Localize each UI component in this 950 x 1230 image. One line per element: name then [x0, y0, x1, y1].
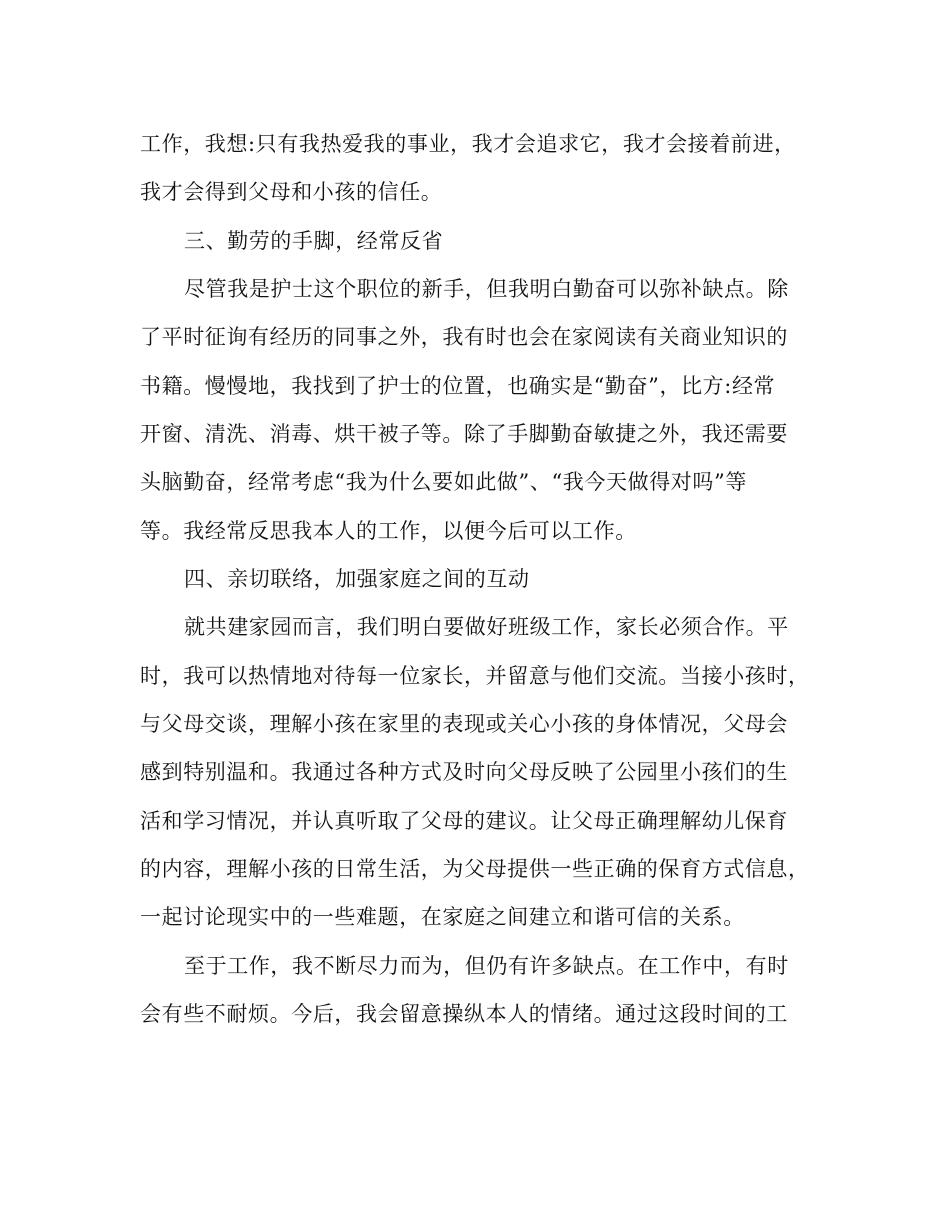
body-text-line: 一起讨论现实中的一些难题，在家庭之间建立和谐可信的关系。 [140, 905, 745, 929]
body-text-line: 就共建家园而言，我们明白要做好班级工作，家长必须合作。平 [184, 615, 789, 639]
body-text-line: 感到特别温和。我通过各种方式及时向父母反映了公园里小孩们的生 [140, 760, 788, 784]
body-text-line: 尽管我是护士这个职位的新手，但我明白勤奋可以弥补缺点。除 [184, 277, 789, 301]
body-text-line: 的内容，理解小孩的日常生活，为父母提供一些正确的保育方式信息， [140, 857, 810, 881]
body-text-line: 了平时征询有经历的同事之外，我有时也会在家阅读有关商业知识的 [140, 325, 788, 349]
section-heading: 三、勤劳的手脚，经常反省 [184, 229, 444, 253]
body-text-line: 书籍。慢慢地，我找到了护士的位置，也确实是“勤奋”，比方:经常 [140, 374, 776, 398]
body-text-line: 等。我经常反思我本人的工作，以便今后可以工作。 [140, 519, 637, 543]
body-text-line: 我才会得到父母和小孩的信任。 [140, 180, 443, 204]
body-text-line: 时，我可以热情地对待每一位家长，并留意与他们交流。当接小孩时， [140, 664, 810, 688]
section-heading: 四、亲切联络，加强家庭之间的互动 [184, 567, 530, 591]
body-text-line: 与父母交谈，理解小孩在家里的表现或关心小孩的身体情况，父母会 [140, 712, 788, 736]
body-text-line: 活和学习情况，并认真听取了父母的建议。让父母正确理解幼儿保育 [140, 809, 788, 833]
body-text-line: 头脑勤奋，经常考虑“我为什么要如此做”、“我今天做得对吗”等 [140, 470, 747, 494]
body-text-line: 工作，我想:只有我热爱我的事业，我才会追求它，我才会接着前进， [140, 132, 796, 156]
body-text-line: 开窗、清洗、消毒、烘干被子等。除了手脚勤奋敏捷之外，我还需要 [140, 422, 788, 446]
body-text-line: 至于工作，我不断尽力而为，但仍有许多缺点。在工作中，有时 [184, 954, 789, 978]
body-text-line: 会有些不耐烦。今后，我会留意操纵本人的情绪。通过这段时间的工 [140, 1002, 788, 1026]
